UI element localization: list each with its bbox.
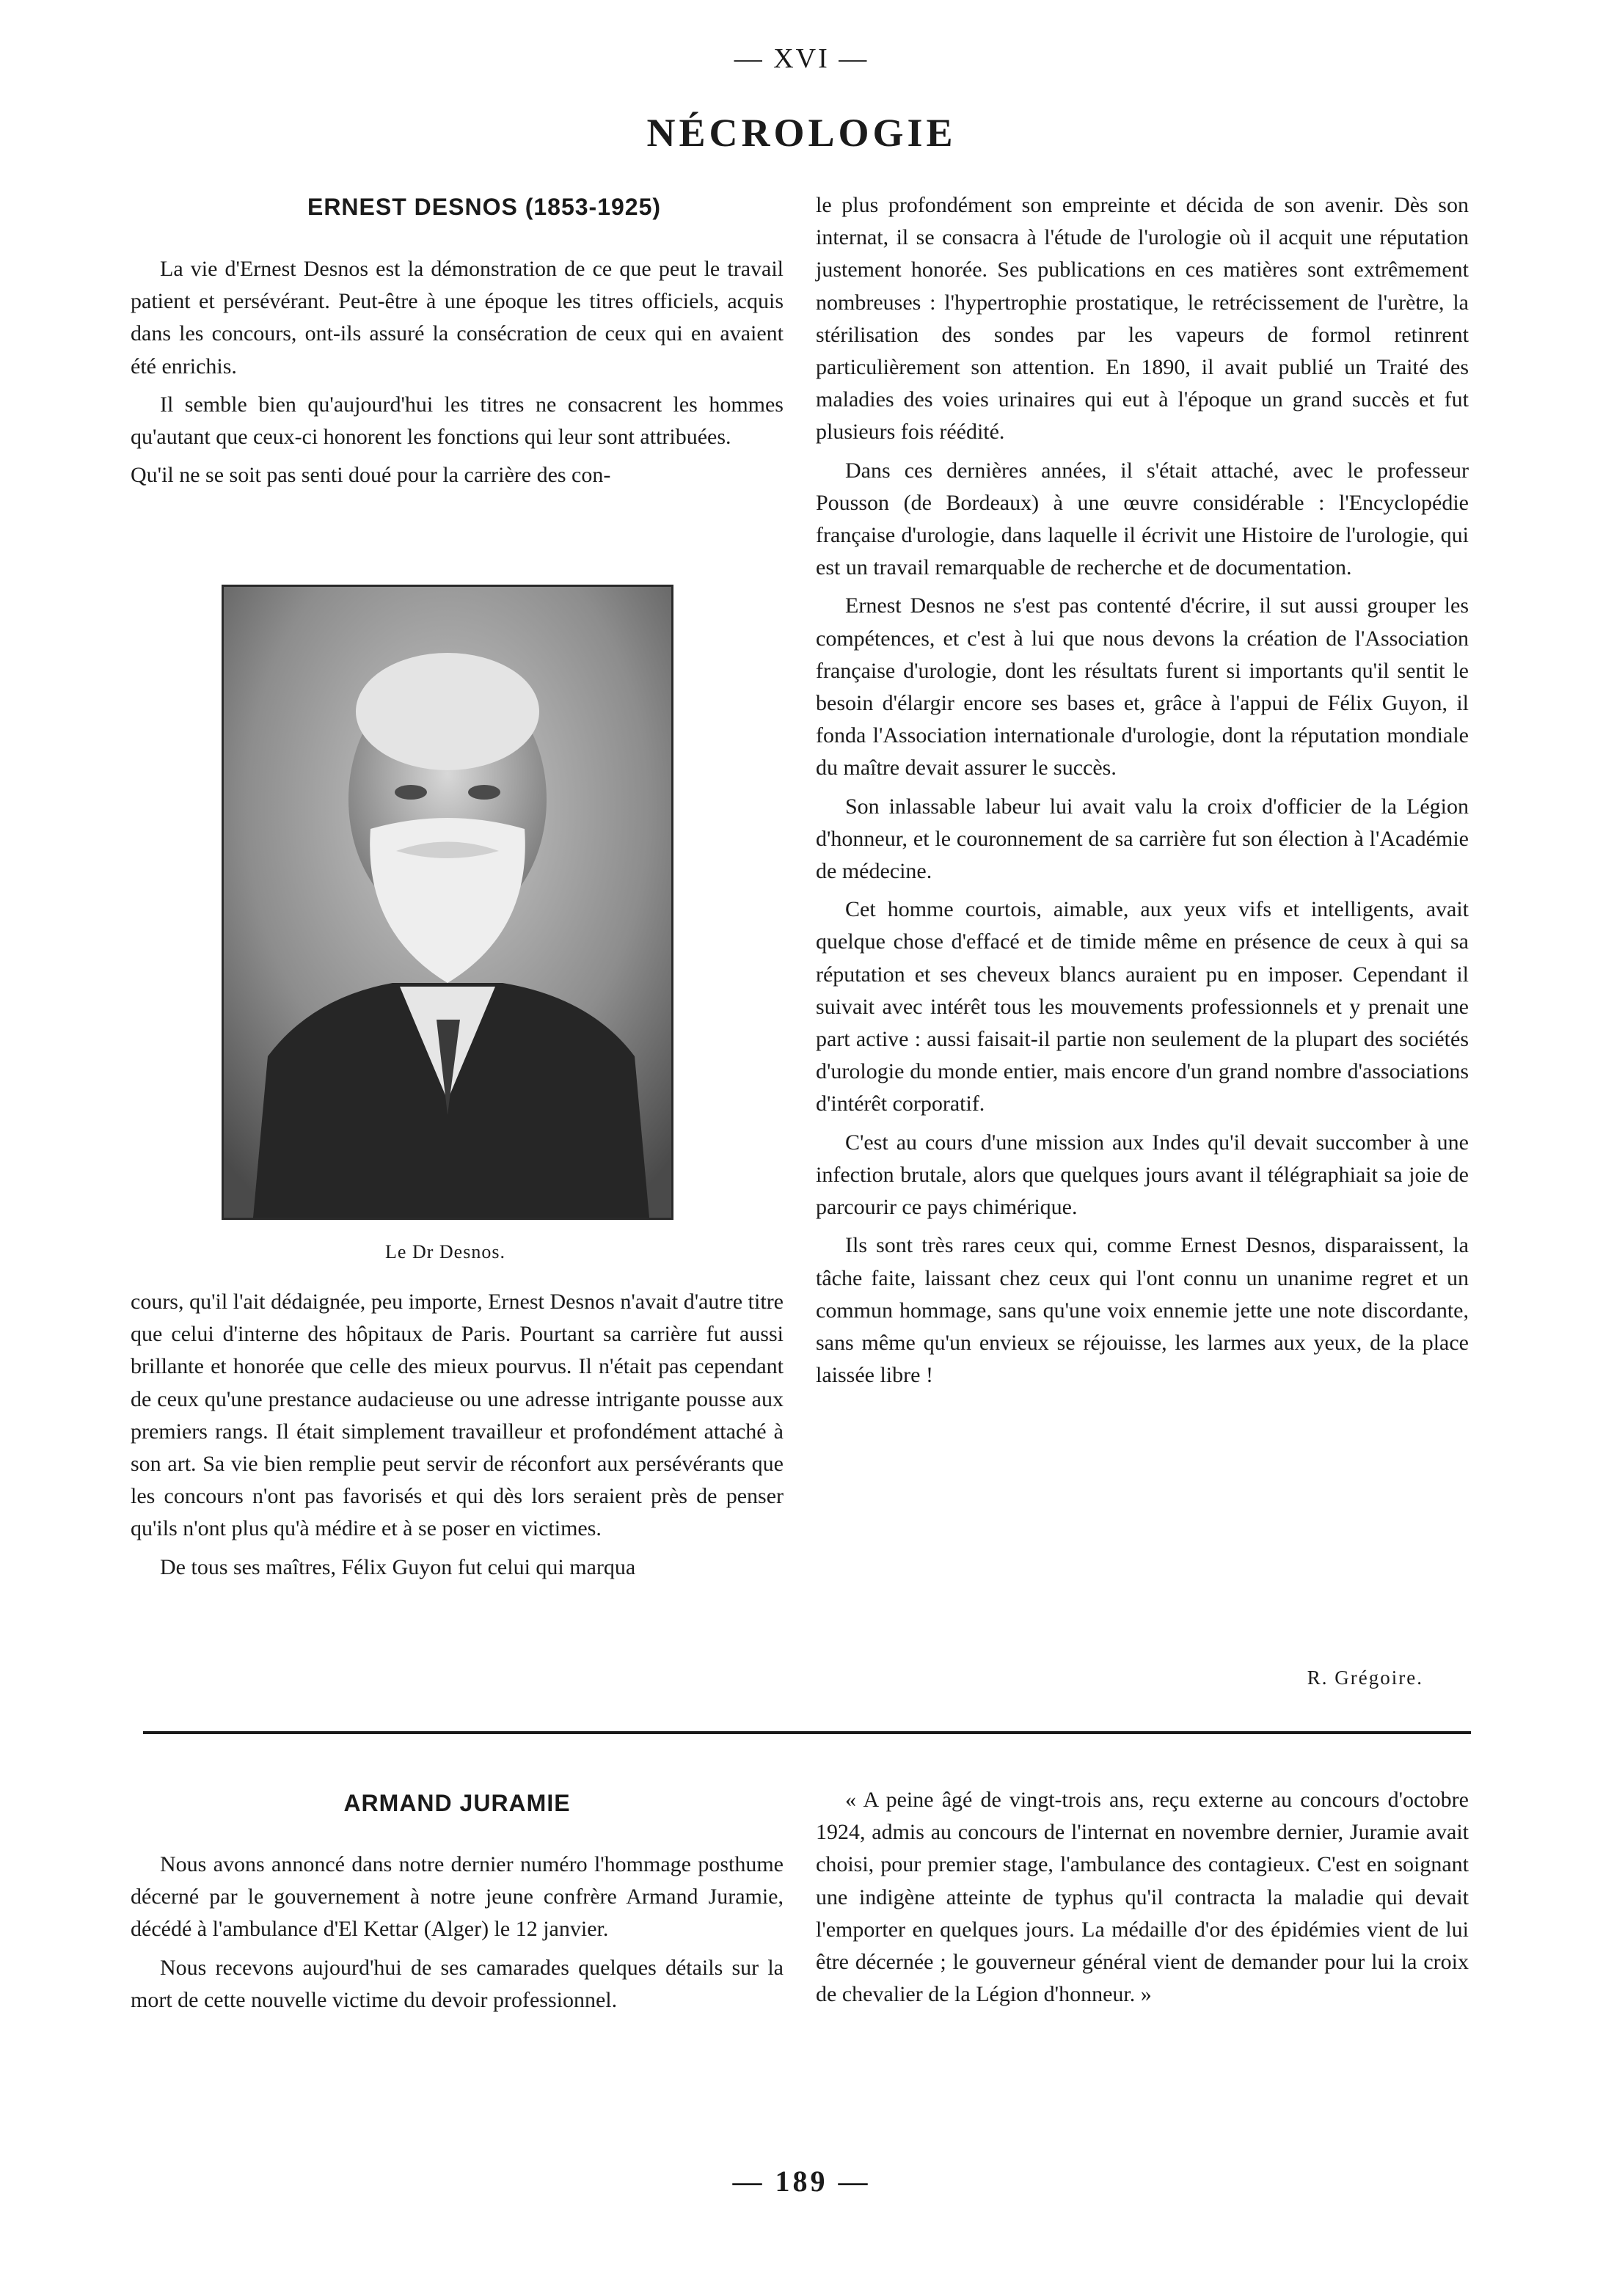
paragraph: Cet homme courtois, aimable, aux yeux vifs et intelligents, avait quelque chose d'effacé et de timide même en présence de ceux à qui sa réputation et ses cheveux blancs auraient pu en imposer. Cependant il suivait avec intérêt tous les mouvements professionnels et y prenait une part active : aussi faisait-il partie non seulement de la plupart des sociétés d'urologie du monde entier, mais encore d'un grand nombre d'associations d'intérêt corporatif. — [816, 897, 1469, 1116]
paragraph: « A peine âgé de vingt-trois ans, reçu externe au concours d'octobre 1924, admis au concours de l'internat en novembre dernier, Juramie avait choisi, pour premier stage, l'ambulance des contagieux. C'est en soignant une indigène atteinte de typhus qu'il contracta la maladie qui devait l'emporter en quelques jours. La médaille d'or des épidémies vient de lui être décernée ; le gouverneur général vient de demander pour lui la croix de chevalier de la Légion d'honneur. » — [816, 1788, 1469, 2007]
section-title: NÉCROLOGIE — [646, 111, 957, 155]
paragraph: le plus profondément son empreinte et décida de son avenir. Dès son internat, il se consacra à l'étude de l'urologie où il acquit une réputation justement honorée. Ses publications en ces matières sont extrêmement nombreuses : l'hypertrophie prostatique, le retrécissement de l'urètre, la stérilisation des sondes par les vapeurs de formol retinrent particulièrement son attention. En 1890, il avait publié un Traité des maladies des voies urinaires qui eut à l'époque un grand succès et fut plusieurs fois réédité. — [816, 193, 1469, 445]
paragraph: Son inlassable labeur lui avait valu la croix d'officier de la Légion d'honneur, et le couronnement de sa carrière fut son élection à l'Académie de médecine. — [816, 794, 1469, 884]
author-signature: R. Grégoire. — [1307, 1667, 1423, 1689]
section-divider — [143, 1731, 1471, 1734]
paragraph: De tous ses maîtres, Félix Guyon fut celui qui marqua — [160, 1554, 636, 1579]
page-roman-number: — XVI — — [734, 43, 869, 74]
paragraph: Ils sont très rares ceux qui, comme Ernest Desnos, disparaissent, la tâche faite, laissant chez ceux qui l'ont connu un unanime regret et un commun hommage, sans qu'une voix ennemie jette une note discordante, sans même qu'un envieux se réjouisse, les larmes aux yeux, de la place laissée libre ! — [816, 1233, 1469, 1388]
paragraph: Nous avons annoncé dans notre dernier numéro l'hommage posthume décerné par le gouvernement à notre jeune confrère Armand Juramie, décédé à l'ambulance d'El Kettar (Alger) le 12 janvier. — [131, 1852, 784, 1942]
juramie-left-column — [131, 1849, 784, 2022]
article-title-desnos: ERNEST DESNOS (1853-1925) — [307, 194, 662, 220]
paragraph: cours, qu'il l'ait dédaignée, peu importe, Ernest Desnos n'avait d'autre titre que celui d'interne des hôpitaux de Paris. Pourtant sa carrière fut aussi brillante et honorée que celle des mieux pourvus. Il n'était pas cependant de ceux qu'une prestance audacieuse ou une adresse intrigante pousse aux premiers rangs. Il était simplement travailleur et profondément attaché à son art. Sa vie bien remplie peut servir de réconfort aux persévérants que les concours n'ont pas favorisés et qui dès lors seraient près de penser qu'ils n'ont plus qu'à médire et à se poser en victimes. — [131, 1290, 784, 1541]
page-number: — 189 — — [732, 2165, 871, 2198]
desnos-left-column-top — [131, 253, 784, 497]
juramie-right-column — [816, 1784, 1469, 2017]
photo-caption: Le Dr Desnos. — [385, 1241, 505, 1262]
paragraph: Ernest Desnos ne s'est pas contenté d'écrire, il sut aussi grouper les compétences, et c'est à lui que nous devons la création de l'Association française d'urologie, dont les résultats furent si importants qu'il sentit le besoin d'élargir encore ses bases et, grâce à l'appui de Félix Guyon, il fonda l'Association internationale d'urologie, dont la réputation mondiale du maître devait assurer le succès. — [816, 593, 1469, 780]
paragraph: Qu'il ne se soit pas senti doué pour la carrière des con- — [131, 463, 611, 488]
portrait-illustration — [224, 587, 671, 1218]
paragraph: Nous recevons aujourd'hui de ses camarades quelques détails sur la mort de cette nouvelle victime du devoir professionnel. — [131, 1955, 784, 2012]
paragraph: La vie d'Ernest Desnos est la démonstration de ce que peut le travail patient et persévérant. Peut-être à une époque les titres officiels, acquis dans les concours, ont-ils assuré la consécration de ceux qui en avaient été enrichis. — [131, 257, 784, 379]
portrait-photo — [222, 585, 673, 1220]
article-title-juramie: ARMAND JURAMIE — [343, 1790, 571, 1816]
desnos-left-column-bottom — [131, 1286, 784, 1590]
paragraph: Il semble bien qu'aujourd'hui les titres ne consacrent les hommes qu'autant que ceux-ci honorent les fonctions qui leur sont attribuées. — [131, 392, 784, 450]
desnos-right-column — [816, 189, 1469, 1397]
paragraph: C'est au cours d'une mission aux Indes qu'il devait succomber à une infection brutale, alors que quelques jours avant il télégraphiait sa joie de parcourir ce pays chimérique. — [816, 1130, 1469, 1220]
paragraph: Dans ces dernières années, il s'était attaché, avec le professeur Pousson (de Bordeaux) à une œuvre considérable : l'Encyclopédie française d'urologie, dans laquelle il écrivit une Histoire de l'urologie, qui est un travail remarquable de recherche et de documentation. — [816, 458, 1469, 580]
